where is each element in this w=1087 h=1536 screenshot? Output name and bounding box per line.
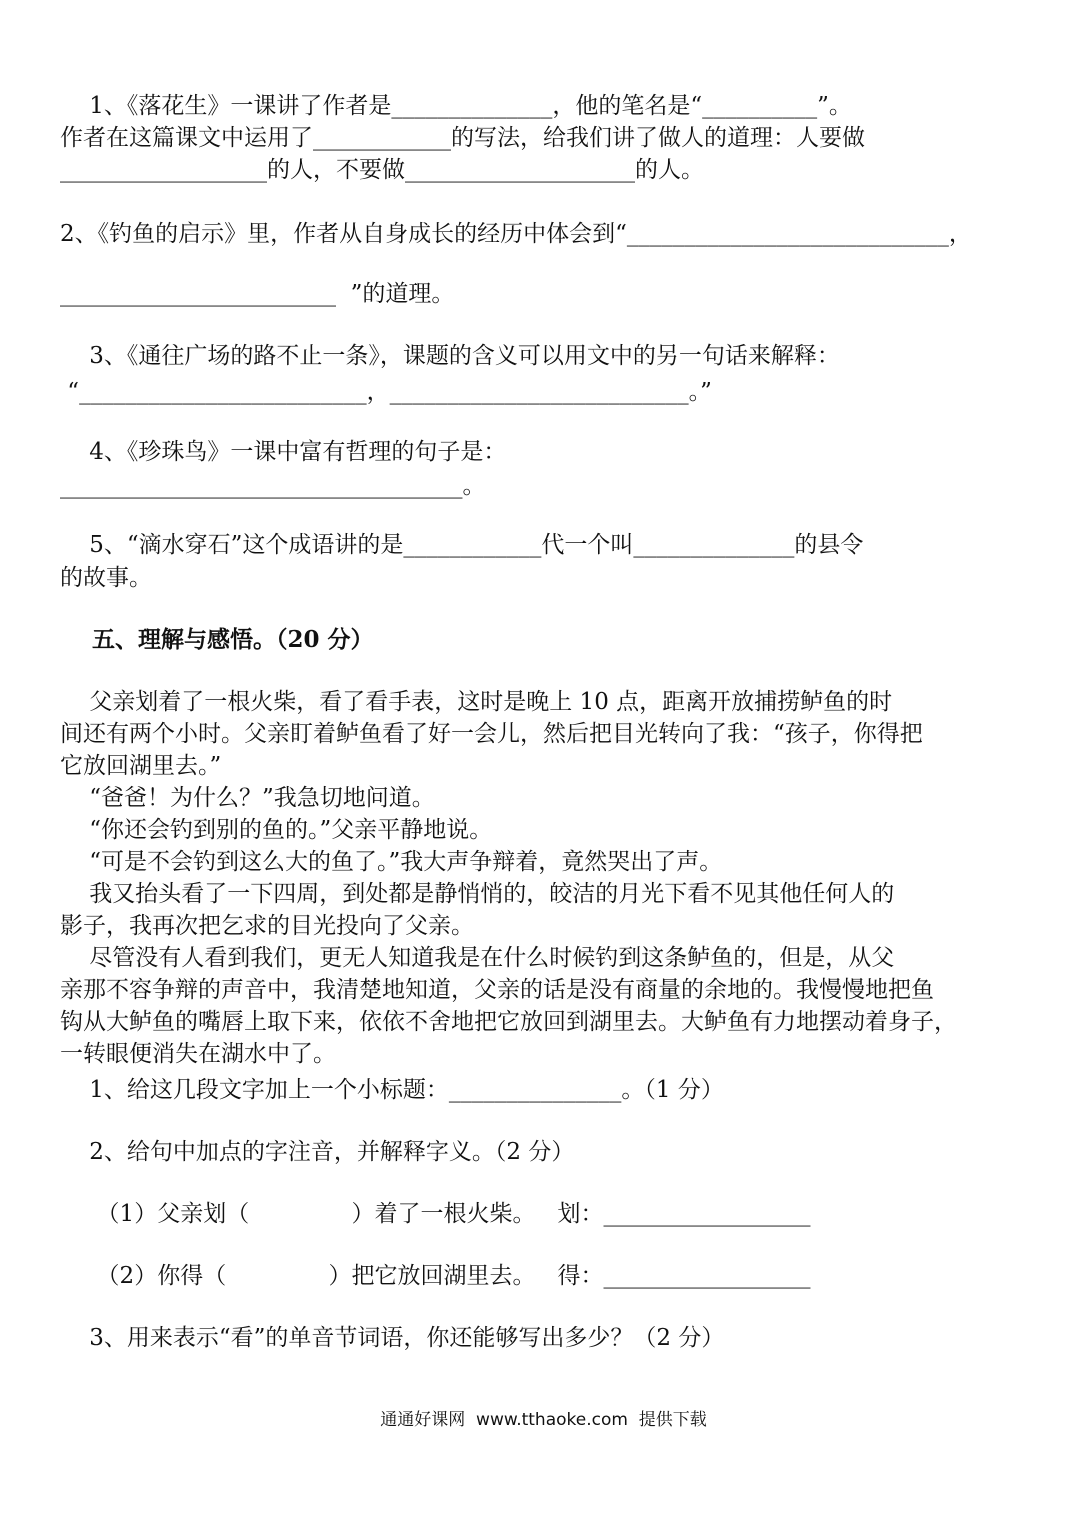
question-3: 3、用来表示“看”的单音节词语，你还能够写出多少？（2 分） [60,1325,725,1351]
passage-line: 它放回湖里去。” [60,753,222,779]
passage-line: 我又抬头看了一下四周，到处都是静悄悄的，皎洁的月光下看不见其他任何人的 [60,881,895,907]
passage-line: 一转眼便消失在湖水中了。 [60,1041,336,1067]
q4-item4-line1: 4、《珍珠鸟》一课中富有哲理的句子是： [60,439,507,465]
footer-credit: 通通好课网 www.tthaoke.com 提供下载 [380,1410,707,1430]
q4-item4-line2: ___________________________________。 [60,473,486,499]
passage-line: 钩从大鲈鱼的嘴唇上取下来，依依不舍地把它放回到湖里去。大鲈鱼有力地摆动着身子， [60,1009,957,1035]
q4-item5-line2: 的故事。 [60,565,152,591]
passage-line: 间还有两个小时。父亲盯着鲈鱼看了好一会儿，然后把目光转向了我：“孩子，你得把 [60,721,923,747]
question-2-sub-2: （2）你得（ ）把它放回湖里去。 得：__________________ [60,1263,811,1289]
passage-line: 父亲划着了一根火柴，看了看手表，这时是晚上 10 点，距离开放捕捞鲈鱼的时 [60,689,893,715]
passage-line: 亲那不容争辩的声音中，我清楚地知道，父亲的话是没有商量的余地的。我慢慢地把鱼 [60,977,934,1003]
q4-item1-line2: 作者在这篇课文中运用了____________的写法，给我们讲了做人的道理：人要做 [60,125,865,151]
q4-item3-line2: “_________________________，__________________________。” [60,379,712,405]
passage-line: 尽管没有人看到我们，更无人知道我是在什么时候钓到这条鲈鱼的，但是，从父 [60,945,895,971]
passage-line: “爸爸！为什么？”我急切地问道。 [60,785,435,811]
q4-item5-line1: 5、“滴水穿石”这个成语讲的是____________代一个叫______________的县令 [60,532,864,558]
section-title: 五、理解与感悟。（20 分） [60,626,374,653]
q4-item3-line1: 3、《通往广场的路不止一条》，课题的含义可以用文中的另一句话来解释： [60,343,840,369]
q4-item1-line1: 1、《落花生》一课讲了作者是______________，他的笔名是“__________”。 [60,93,852,119]
passage-line: 影子，我再次把乞求的目光投向了父亲。 [60,913,474,939]
passage-line: “你还会钓到别的鱼的。”父亲平静地说。 [60,817,493,843]
question-2: 2、给句中加点的字注音，并解释字义。（2 分） [60,1139,575,1165]
question-2-sub-1: （1）父亲划（ ）着了一根火柴。 划：__________________ [60,1201,811,1227]
q4-item1-line3: __________________的人，不要做____________________的人。 [60,157,704,183]
q4-item2-line2: ________________________ ”的道理。 [60,281,455,307]
q4-item2-line1: 2、《钓鱼的启示》里，作者从自身成长的经历中体会到“____________________________， [60,221,972,247]
question-1: 1、给这几段文字加上一个小标题：_______________。（1 分） [60,1077,724,1103]
passage-line: “可是不会钓到这么大的鱼了。”我大声争辩着，竟然哭出了声。 [60,849,723,875]
